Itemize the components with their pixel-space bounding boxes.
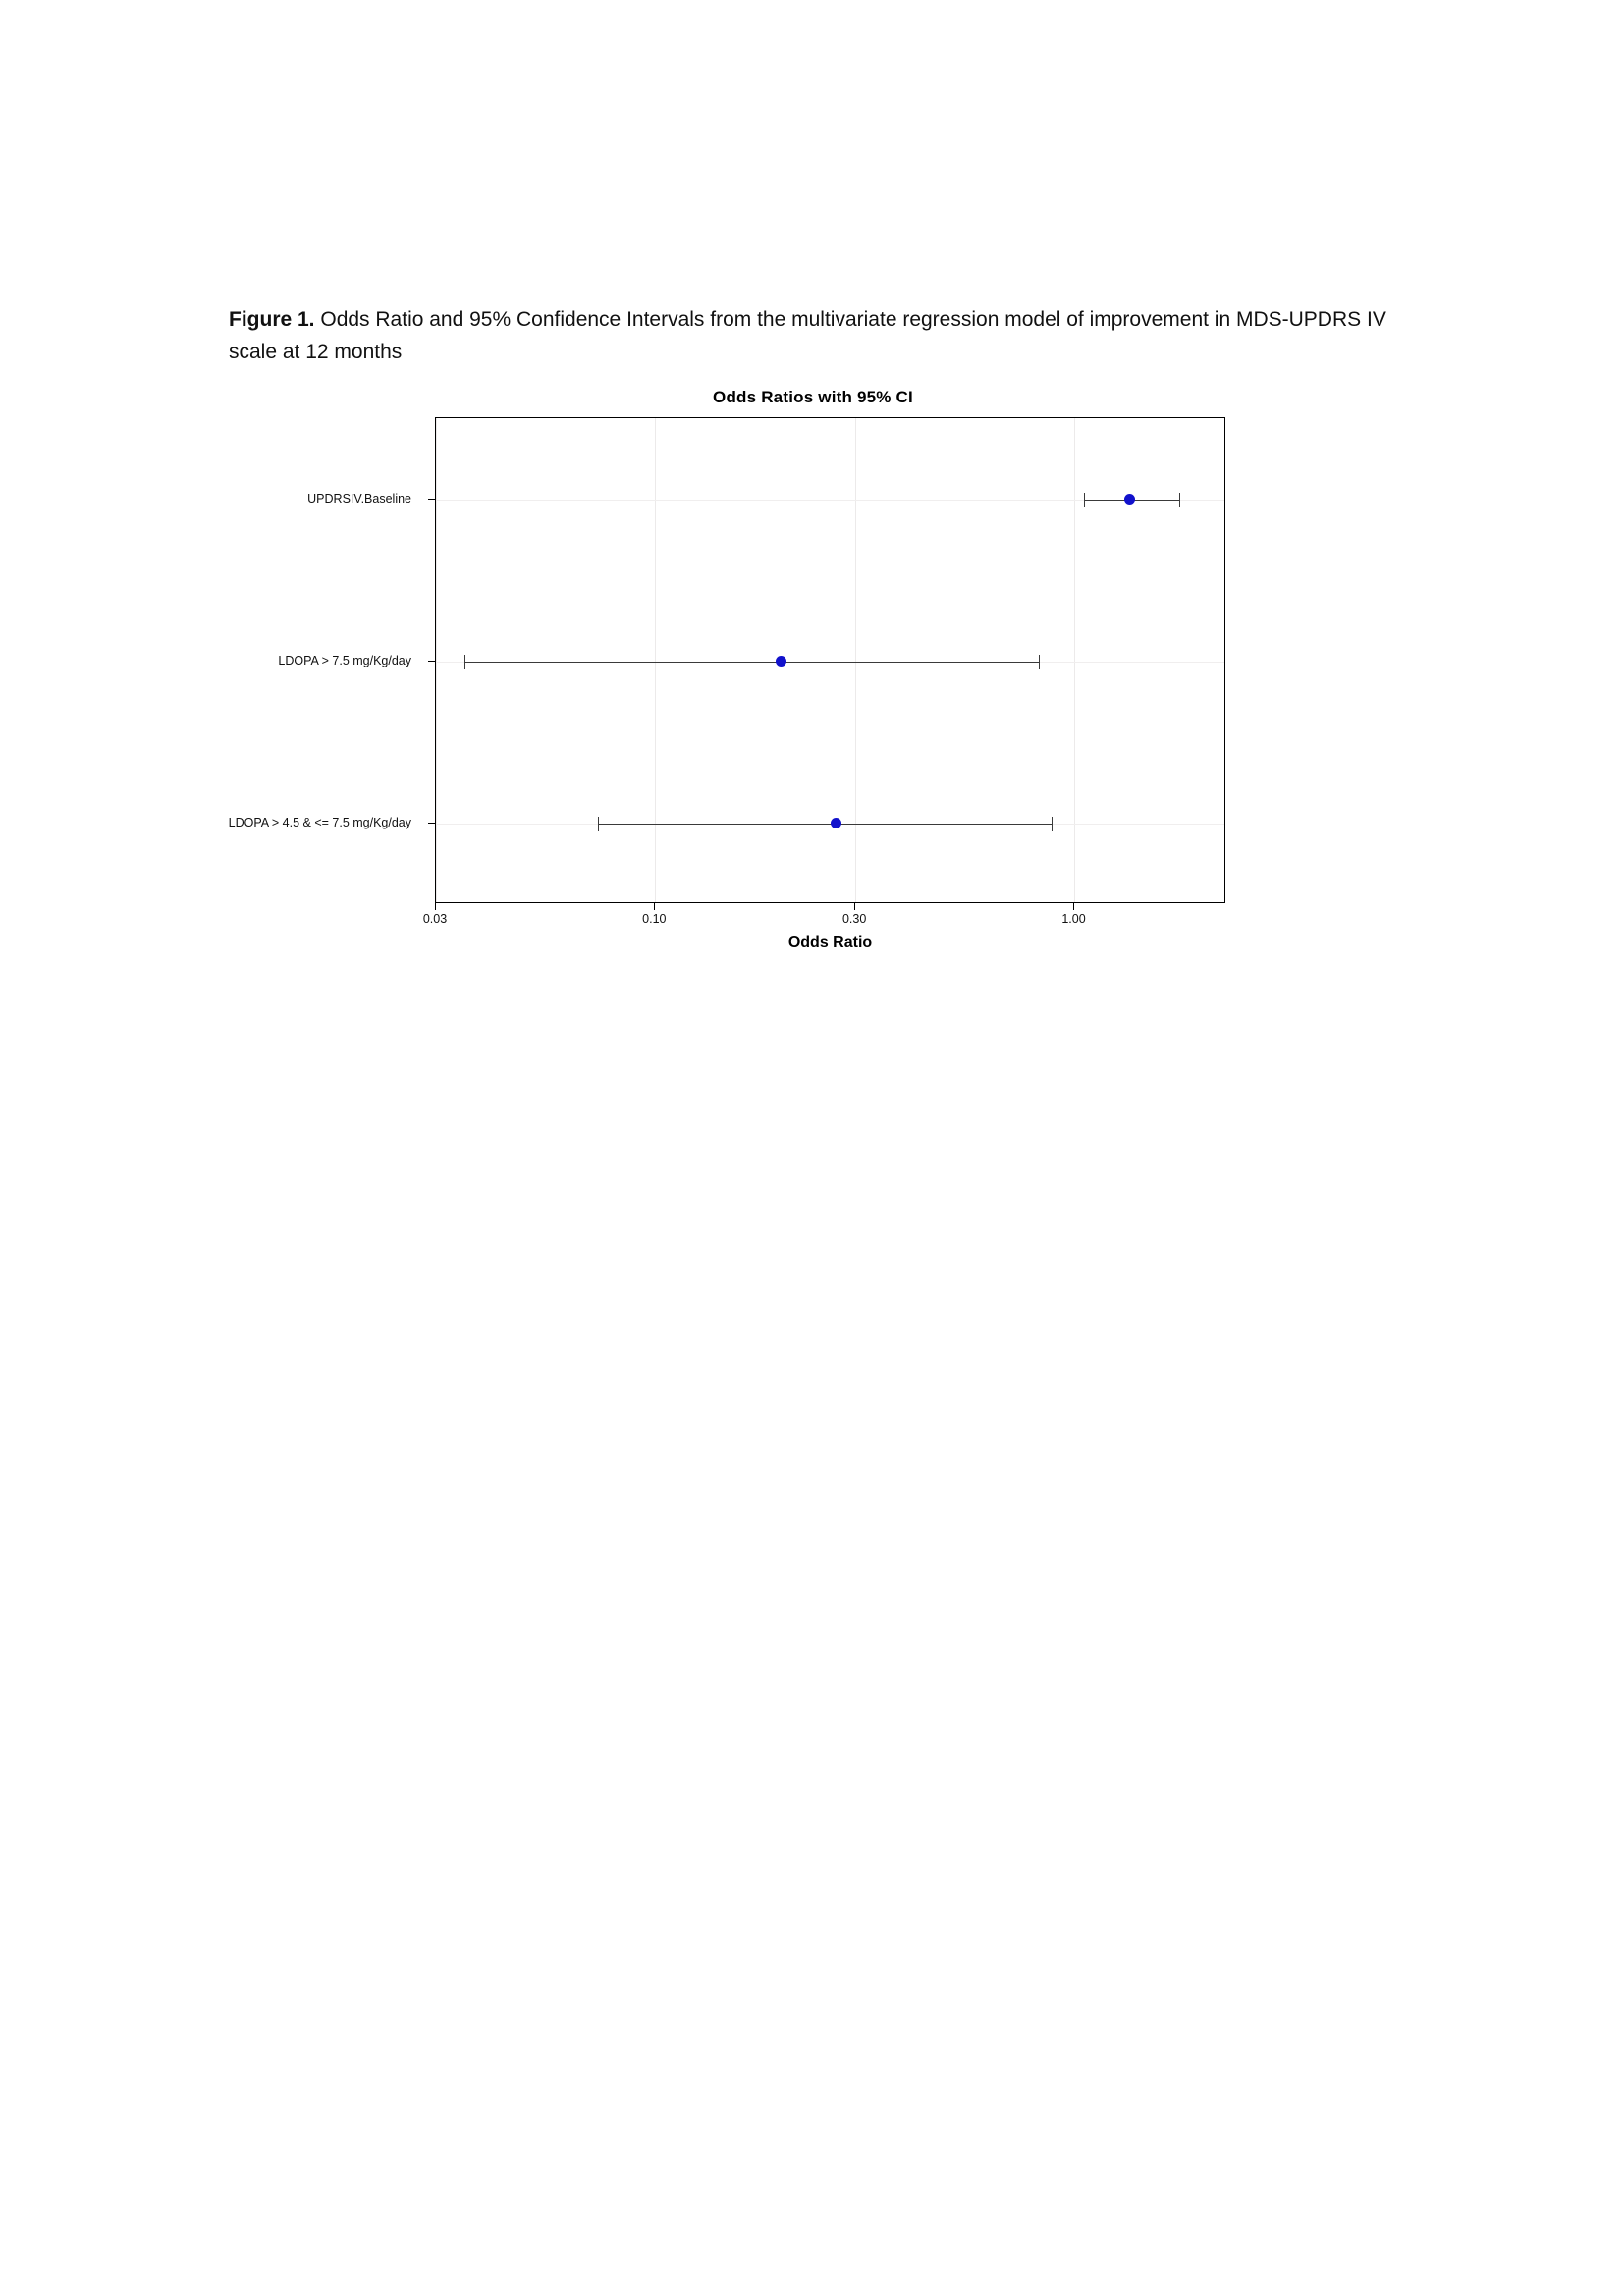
- row-label: LDOPA > 7.5 mg/Kg/day: [278, 653, 411, 667]
- confidence-interval-line: [464, 662, 1039, 663]
- row-tick: [428, 661, 435, 662]
- x-axis-tick: [654, 903, 655, 910]
- x-axis-tick: [854, 903, 855, 910]
- confidence-interval-cap: [464, 655, 465, 669]
- row-label: UPDRSIV.Baseline: [307, 491, 411, 506]
- odds-ratio-point: [1124, 494, 1135, 505]
- figure-caption: [229, 304, 1397, 368]
- odds-ratio-point: [831, 818, 841, 828]
- chart-title: Odds Ratios with 95% CI: [713, 388, 913, 406]
- odds-ratio-point: [776, 656, 786, 667]
- row-label: LDOPA > 4.5 & <= 7.5 mg/Kg/day: [228, 815, 411, 829]
- x-axis-tick-label: 0.10: [642, 912, 667, 926]
- x-axis-tick: [435, 903, 436, 910]
- figure-caption-label: Figure 1.: [229, 308, 315, 331]
- plot-panel: [435, 417, 1225, 903]
- x-axis-label: Odds Ratio: [787, 934, 873, 951]
- x-axis-tick: [1073, 903, 1074, 910]
- confidence-interval-cap: [1052, 817, 1053, 831]
- x-axis-tick-label: 0.03: [422, 912, 448, 926]
- x-gridline: [1074, 418, 1075, 902]
- x-gridline: [655, 418, 656, 902]
- confidence-interval-line: [598, 824, 1052, 825]
- forest-plot-figure: [228, 388, 1397, 951]
- figure-caption-text: Odds Ratio and 95% Confidence Intervals from the multivariate regression model of improvement in MDS-UPDRS IV scale at 12 months: [229, 308, 1386, 363]
- x-gridline: [855, 418, 856, 902]
- row-tick: [428, 499, 435, 500]
- confidence-interval-cap: [598, 817, 599, 831]
- x-axis-tick-label: 1.00: [1061, 912, 1086, 926]
- row-tick: [428, 823, 435, 824]
- x-gridline: [436, 418, 437, 902]
- x-axis-tick-label: 0.30: [841, 912, 867, 926]
- confidence-interval-cap: [1039, 655, 1040, 669]
- confidence-interval-cap: [1179, 493, 1180, 507]
- confidence-interval-cap: [1084, 493, 1085, 507]
